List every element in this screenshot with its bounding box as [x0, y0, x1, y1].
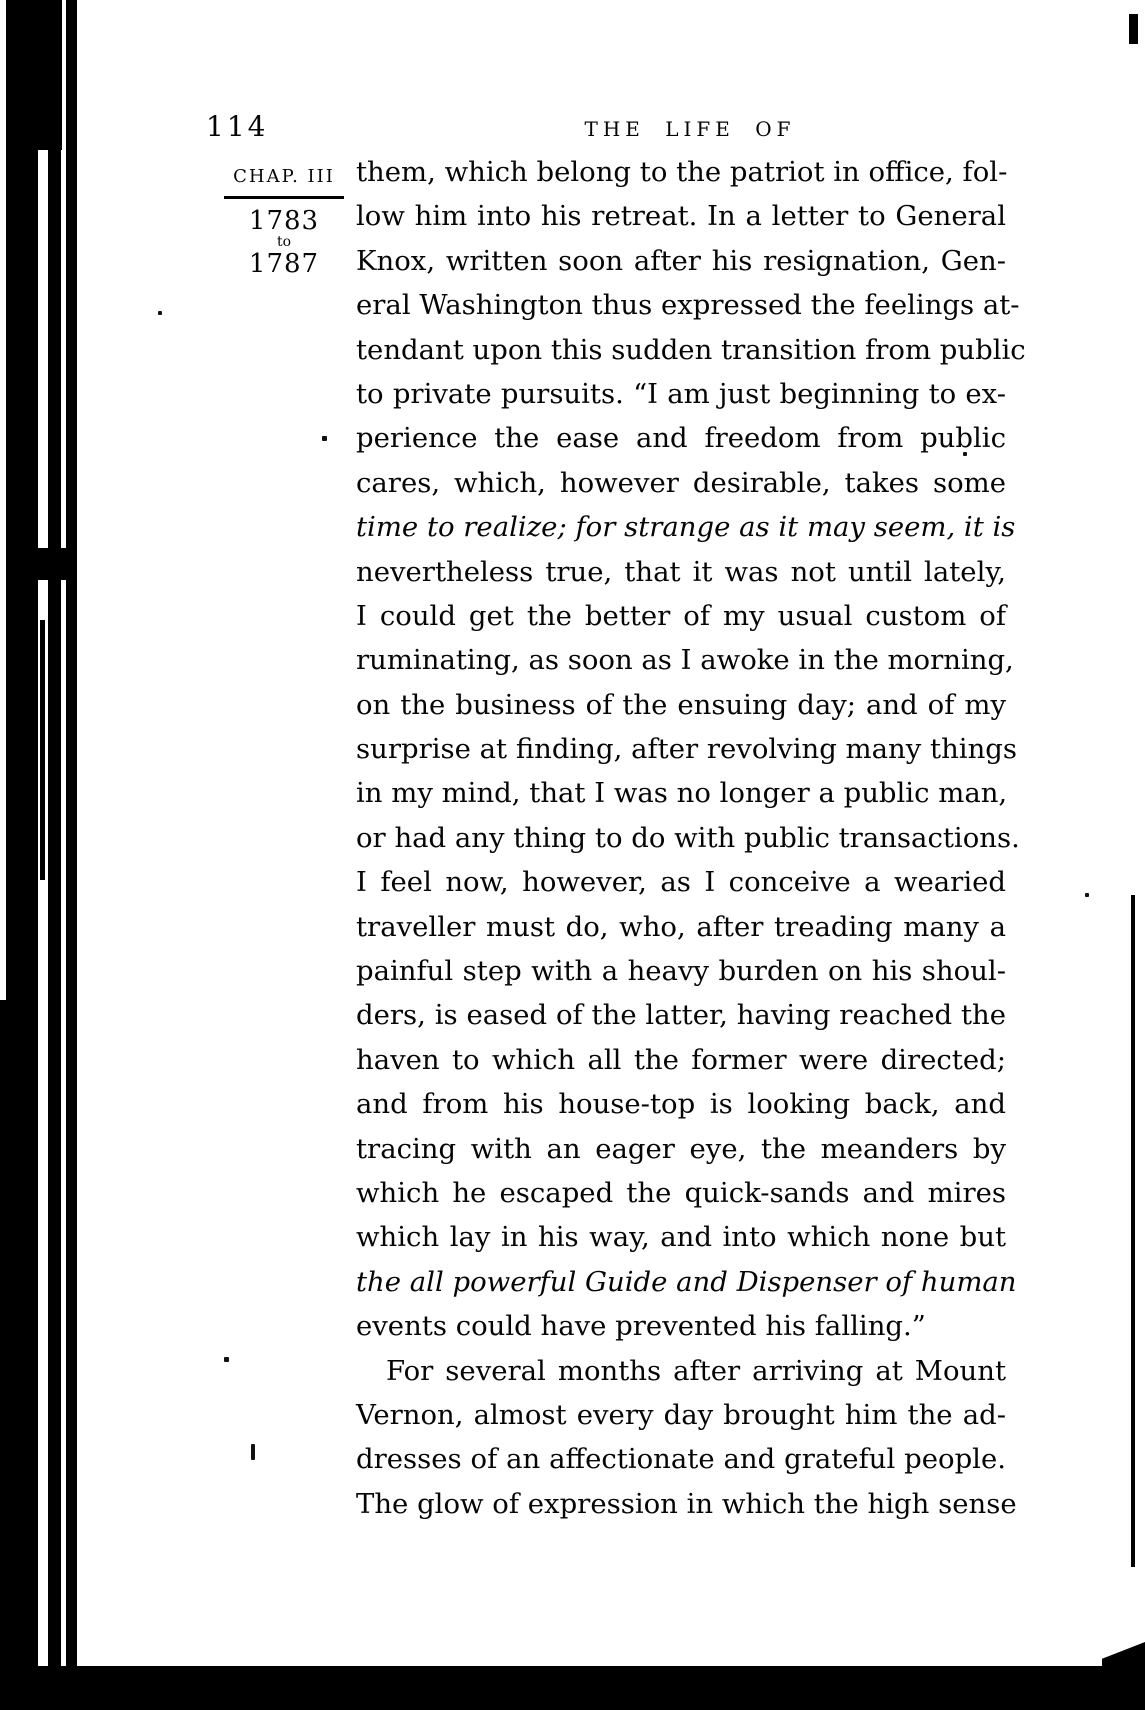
- body-line: painful step with a heavy burden on his shoul-: [356, 955, 1006, 988]
- body-line: in my mind, that I was no longer a public man,: [356, 777, 1008, 810]
- body-line: tendant upon this sudden transition from public: [356, 333, 1026, 366]
- scan-speck: [251, 1444, 255, 1460]
- body-line: which he escaped the quick-sands and mires: [356, 1176, 1006, 1209]
- scan-speck: [158, 311, 162, 315]
- body-line: eral Washington thus expressed the feelings at-: [356, 289, 1020, 322]
- scan-speck: [1085, 893, 1089, 897]
- year-to-word: to: [276, 234, 292, 250]
- body-line: time to realize; for strange as it may seem, it is: [356, 511, 1016, 544]
- scan-gutter-patch: [8, 548, 74, 580]
- body-line: or had any thing to do with public transactions.: [356, 821, 1020, 854]
- body-line: tracing with an eager eye, the meanders by: [356, 1132, 1006, 1165]
- body-line: events could have prevented his falling.”: [356, 1310, 926, 1343]
- body-line: For several months after arriving at Mount: [386, 1354, 1006, 1387]
- body-line: traveller must do, who, after treading many a: [356, 910, 1006, 943]
- body-line: them, which belong to the patriot in office, fol-: [356, 156, 1008, 188]
- body-line: and from his house-top is looking back, and: [356, 1088, 1006, 1121]
- body-line: dresses of an affectionate and grateful people.: [356, 1443, 1006, 1476]
- running-header: THE LIFE OF: [584, 117, 796, 141]
- scan-speck: [322, 436, 327, 441]
- body-line: the all powerful Guide and Dispenser of human: [356, 1265, 1017, 1298]
- scan-bottom-band: [0, 1666, 1145, 1710]
- year-end: 1787: [248, 249, 320, 279]
- page-number: 114: [206, 110, 269, 143]
- body-line: I feel now, however, as I conceive a wearied: [356, 866, 1006, 899]
- scan-right-edge-line: [1131, 895, 1135, 1567]
- body-line: Vernon, almost every day brought him the ad-: [356, 1398, 1006, 1431]
- scan-gutter-streak: [40, 620, 45, 880]
- body-line: Knox, written soon after his resignation, Gen-: [356, 244, 1006, 277]
- body-line: I could get the better of my usual custom of: [356, 599, 1006, 632]
- body-line: cares, which, however desirable, takes some: [356, 466, 1006, 499]
- scan-bottom-band: [1102, 1642, 1145, 1670]
- year-start: 1783: [248, 206, 320, 236]
- body-line: low him into his retreat. In a letter to General: [356, 200, 1006, 233]
- body-line: ruminating, as soon as I awoke in the morning,: [356, 644, 1014, 677]
- body-line: on the business of the ensuing day; and of my: [356, 688, 1006, 721]
- margin-note: [220, 166, 348, 279]
- body-line: The glow of expression in which the high sense: [356, 1487, 1017, 1520]
- body-line: perience the ease and freedom from public: [356, 422, 1006, 455]
- body-line: nevertheless true, that it was not until lately,: [356, 555, 1006, 588]
- body-text: [356, 150, 1026, 1526]
- scan-corner-mark: [1129, 14, 1138, 44]
- body-line: surprise at finding, after revolving many things: [356, 733, 1018, 766]
- body-line: haven to which all the former were directed;: [356, 1043, 1006, 1076]
- scan-speck: [224, 1357, 229, 1362]
- scan-gutter-patch: [28, 0, 62, 150]
- chapter-label: CHAP. III: [233, 166, 335, 187]
- body-line: which lay in his way, and into which none but: [356, 1221, 1006, 1254]
- body-line: to private pursuits. “I am just beginning to ex-: [356, 377, 1006, 410]
- body-line: ders, is eased of the latter, having reached the: [356, 999, 1006, 1032]
- chapter-rule: [224, 196, 344, 199]
